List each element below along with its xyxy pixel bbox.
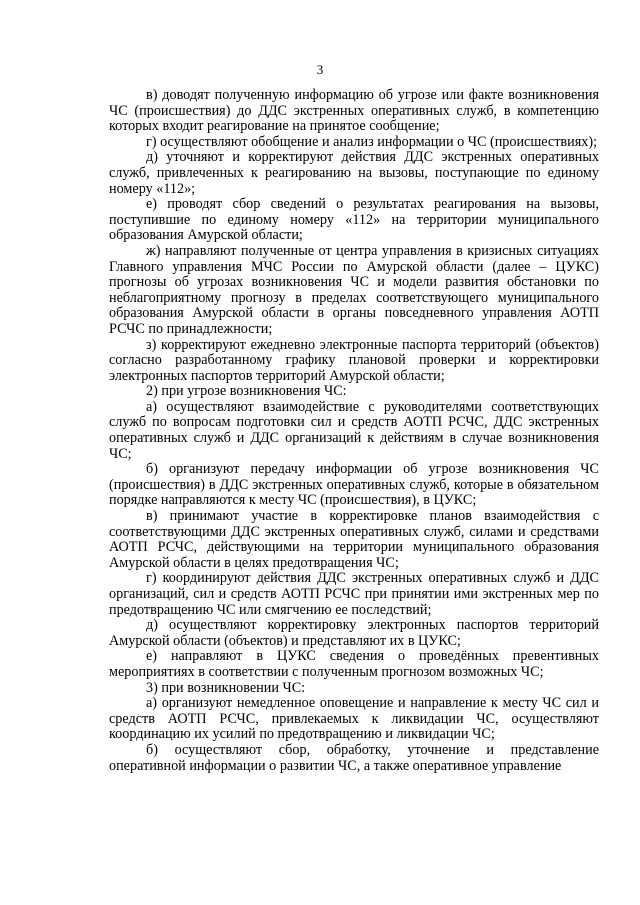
paragraph-1zh: ж) направляют полученные от центра управления в кризисных ситуациях Главного управления МЧС России по Амурской области (далее – ЦУКС) прогнозы об угрозах возникновения ЧС и модели развития обстановки по неблагоприятному прогнозу в пределах соответствующего муниципального образования Амурской области в органы повседневного управления АОТП РСЧС по принадлежности; bbox=[109, 242, 599, 337]
section-heading-3: 3) при возникновении ЧС: bbox=[146, 679, 306, 696]
paragraph-1g: г) осуществляют обобщение и анализ информации о ЧС (происшествиях); bbox=[146, 133, 598, 150]
paragraph-2b: б) организуют передачу информации об угрозе возникновения ЧС (происшествия) в ДДС экстренных оперативных служб, которые в обязательном порядке направляются к месту ЧС (происшествия), в ЦУКС; bbox=[109, 461, 599, 509]
paragraph-2a: а) осуществляют взаимодействие с руководителями соответствующих служб по вопросам подготовки сил и средств АОТП РСЧС, ДДС экстренных оперативных служб и ДДС организаций к действиям в случае возникновения ЧС; bbox=[109, 398, 599, 462]
paragraph-2d: д) осуществляют корректировку электронных паспортов территорий Амурской области (объектов) и представляют их в ЦУКС; bbox=[109, 617, 599, 649]
paragraph-1z: з) корректируют ежедневно электронные паспорта территорий (объектов) согласно разработанному графику плановой проверки и корректировки электронных паспортов территорий Амурской области; bbox=[109, 336, 599, 384]
page-number: 3 bbox=[316, 62, 324, 77]
section-heading-2: 2) при угрозе возникновения ЧС: bbox=[146, 383, 347, 400]
document-body bbox=[109, 88, 599, 774]
paragraph-2v: в) принимают участие в корректировке планов взаимодействия с соответствующими ДДС экстренных оперативных служб, силами и средствами АОТП РСЧС, действующими на территории муниципального образования Амурской области в целях предотвращения ЧС; bbox=[109, 508, 599, 571]
paragraph-2g: г) координируют действия ДДС экстренных оперативных служб и ДДС организаций, сил и средств АОТП РСЧС при принятии ими экстренных мер по предотвращению ЧС или смягчению ее последствий; bbox=[109, 570, 599, 618]
paragraph-2e: е) направляют в ЦУКС сведения о проведённых превентивных мероприятиях в соответствии с полученным прогнозом возможных ЧС; bbox=[109, 648, 599, 680]
paragraph-1v: в) доводят полученную информацию об угрозе или факте возникновения ЧС (происшествия) до ДДС экстренных оперативных служб, в компетенцию которых входит реагирование на принятое сообщение; bbox=[109, 87, 599, 135]
paragraph-3b: б) осуществляют сбор, обработку, уточнение и представление оперативной информации о развитии ЧС, а также оперативное управление bbox=[109, 741, 599, 774]
paragraph-1e: е) проводят сбор сведений о результатах реагирования на вызовы, поступившие по единому номеру «112» на территории муниципального образования Амурской области; bbox=[109, 196, 599, 244]
paragraph-3a: а) организуют немедленное оповещение и направление к месту ЧС сил и средств АОТП РСЧС, привлекаемых к ликвидации ЧС, осуществляют координацию их усилий по предотвращению и ликвидации ЧС; bbox=[109, 695, 599, 743]
paragraph-1d: д) уточняют и корректируют действия ДДС экстренных оперативных служб, привлеченных к реагированию на вызовы, поступающие по единому номеру «112»; bbox=[109, 149, 599, 197]
